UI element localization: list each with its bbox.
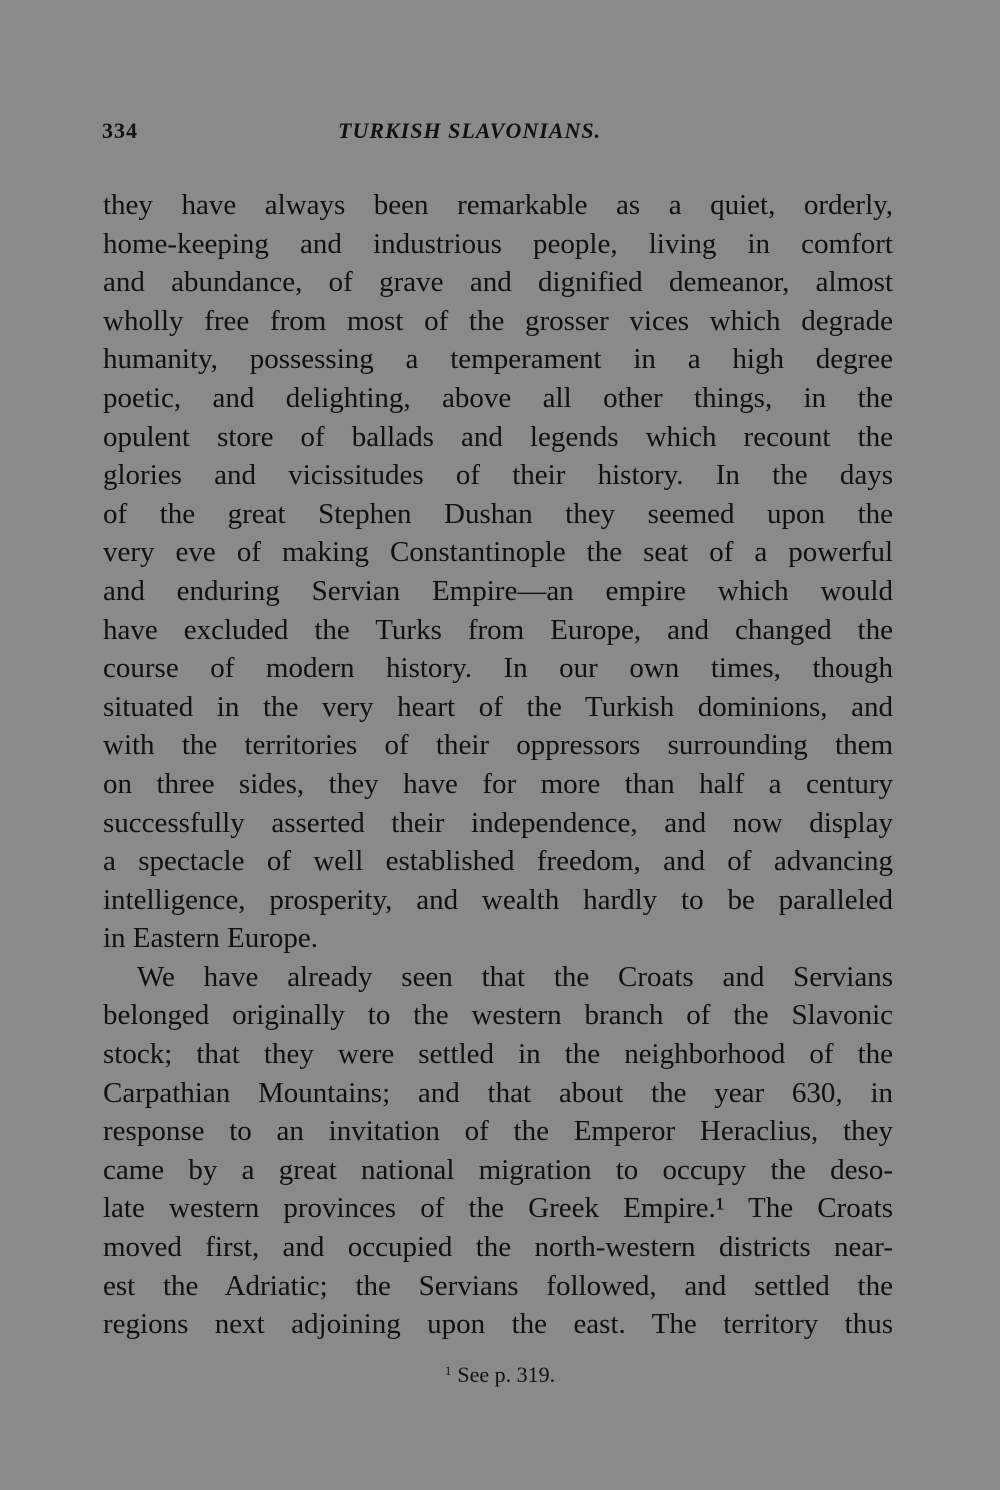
text-line: belonged originally to the western branch of the Slavonic — [103, 999, 893, 1032]
text-line: stock; that they were settled in the neighborhood of the — [103, 1038, 893, 1071]
text-line: Carpathian Mountains; and that about the year 630, in — [103, 1076, 893, 1109]
text-line: they have always been remarkable as a quiet, orderly, — [103, 189, 893, 221]
text-line: a spectacle of well established freedom, and of advancing — [103, 845, 893, 878]
text-line: poetic, and delighting, above all other things, in the — [103, 381, 893, 414]
running-head: TURKISH SLAVONIANS. — [338, 118, 602, 143]
text-line: of the great Stephen Dushan they seemed upon the — [103, 497, 893, 530]
body-text — [103, 186, 893, 1344]
text-line: glories and vicissitudes of their history. In the days — [103, 459, 893, 492]
text-line: situated in the very heart of the Turkish dominions, and — [103, 690, 893, 723]
footnote-text: See p. 319. — [457, 1362, 556, 1387]
text-line: and enduring Servian Empire—an empire which would — [103, 574, 893, 607]
text-line: in Eastern Europe. — [103, 922, 319, 955]
text-line: with the territories of their oppressors surrounding them — [103, 729, 893, 762]
text-line: regions next adjoining upon the east. The territory thus — [103, 1308, 893, 1341]
page-header — [102, 118, 892, 152]
paragraph-start-line: We have already seen that the Croats and Servians — [137, 960, 893, 993]
text-line: successfully asserted their independence, and now display — [103, 806, 893, 839]
text-line: came by a great national migration to occupy the deso- — [103, 1153, 893, 1186]
text-line: course of modern history. In our own times, though — [103, 652, 893, 685]
footnote-marker: 1 — [444, 1363, 452, 1378]
text-line: have excluded the Turks from Europe, and changed the — [103, 613, 893, 646]
text-line: very eve of making Constantinople the seat of a powerful — [103, 536, 893, 569]
text-line: opulent store of ballads and legends which recount the — [103, 420, 893, 453]
text-line: moved first, and occupied the north-western districts near- — [103, 1231, 893, 1264]
footnote — [0, 1362, 1000, 1388]
text-line: home-keeping and industrious people, living in comfort — [103, 227, 893, 260]
text-line: intelligence, prosperity, and wealth hardly to be paralleled — [103, 883, 893, 916]
text-line: humanity, possessing a temperament in a high degree — [103, 343, 893, 376]
text-line: response to an invitation of the Emperor Heraclius, they — [103, 1115, 893, 1148]
text-line: late western provinces of the Greek Empire.¹ The Croats — [103, 1192, 893, 1225]
text-line: wholly free from most of the grosser vices which degrade — [103, 304, 893, 337]
text-line: and abundance, of grave and dignified demeanor, almost — [103, 266, 893, 299]
page-number: 334 — [102, 118, 138, 143]
text-line: est the Adriatic; the Servians followed, and settled the — [103, 1269, 893, 1302]
text-line: on three sides, they have for more than half a century — [103, 767, 893, 800]
